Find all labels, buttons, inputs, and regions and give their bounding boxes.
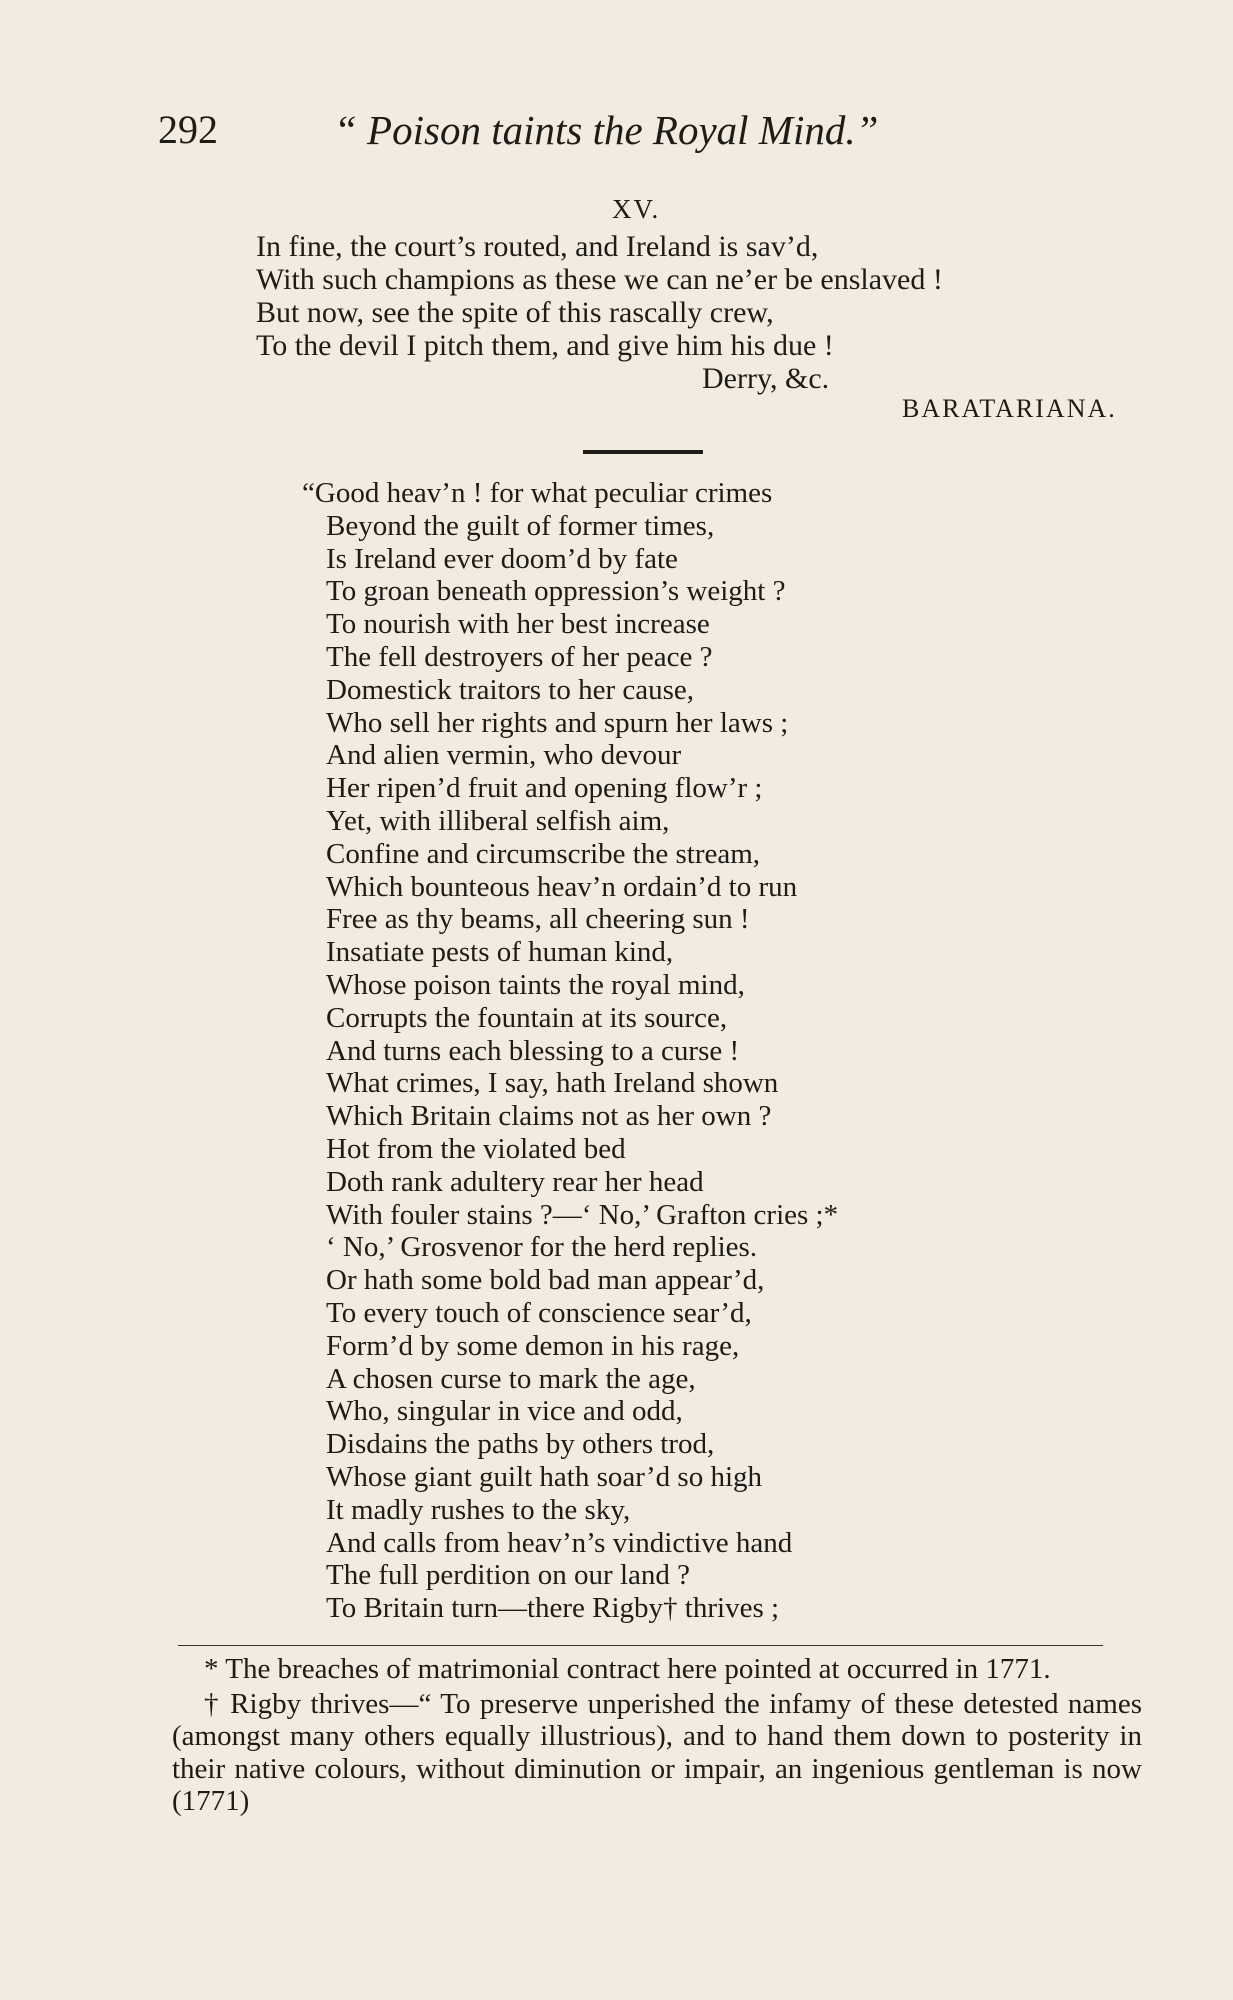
running-title: “ Poison taints the Royal Mind.”	[334, 107, 879, 153]
stanza-number: XV.	[612, 194, 661, 224]
poem-line: Hot from the violated bed	[326, 1132, 626, 1165]
footnotes	[172, 1653, 1142, 1818]
poem-line: Doth rank adultery rear her head	[326, 1165, 704, 1198]
poem-line: Which bounteous heav’n ordain’d to run	[326, 870, 798, 903]
poem-line: Insatiate pests of human kind,	[326, 936, 674, 969]
poem-line: ‘ No,’ Grosvenor for the herd replies.	[326, 1231, 758, 1264]
verse-line: With such champions as these we can ne’er be enslaved !	[256, 263, 943, 296]
poem-line: Whose poison taints the royal mind,	[326, 968, 745, 1001]
poem	[302, 477, 839, 1625]
poem-line: Yet, with illiberal selfish aim,	[326, 804, 670, 837]
poem-line: The full perdition on our land ?	[326, 1559, 691, 1592]
footnote-2	[172, 1688, 1142, 1818]
poem-line: And alien vermin, who devour	[326, 739, 682, 772]
page-number: 292	[158, 107, 218, 152]
refrain: Derry, &c.	[702, 362, 830, 395]
poem-line: Disdains the paths by others trod,	[326, 1428, 715, 1461]
poem-line: To every touch of conscience sear’d,	[326, 1296, 752, 1329]
poem-line: To nourish with her best increase	[326, 608, 710, 641]
footnote-1	[172, 1653, 1142, 1686]
poem-line: Whose giant guilt hath soar’d so high	[326, 1460, 763, 1493]
poem-line: A chosen curse to mark the age,	[326, 1362, 696, 1395]
stanza-xv	[256, 230, 943, 362]
page-header	[158, 106, 1058, 166]
verse-line: To the devil I pitch them, and give him his due !	[256, 329, 834, 362]
poem-line: Who sell her rights and spurn her laws ;	[326, 706, 789, 739]
poem-line: It madly rushes to the sky,	[326, 1493, 631, 1526]
poem-line: Her ripen’d fruit and opening flow’r ;	[326, 772, 763, 805]
poem-line: Free as thy beams, all cheering sun !	[326, 903, 750, 936]
poem-line: Beyond the guilt of former times,	[326, 509, 715, 542]
poem-line: Who, singular in vice and odd,	[326, 1395, 683, 1428]
poem-line: With fouler stains ?—‘ No,’ Grafton cries ;*	[326, 1198, 839, 1231]
footnote-text: * The breaches of matrimonial contract here pointed at occurred in 1771.	[204, 1653, 1051, 1685]
verse-line: But now, see the spite of this rascally crew,	[256, 296, 774, 329]
footnote-text: † Rigby thrives—“ To preserve unperished the infamy of these detested names (amongst many others equally illustrious), and to hand them down to posterity in their native colours, without diminution or impair, an ingenious gentleman is now (1771)	[172, 1687, 1142, 1817]
poem-line: Or hath some bold bad man appear’d,	[326, 1264, 765, 1297]
poem-line: Which Britain claims not as her own ?	[326, 1100, 772, 1133]
poem-line: Corrupts the fountain at its source,	[326, 1001, 728, 1034]
footnote-divider	[178, 1645, 1103, 1646]
poem-line: To groan beneath oppression’s weight ?	[326, 575, 786, 608]
verse-line: In fine, the court’s routed, and Ireland is sav’d,	[256, 230, 819, 263]
section-divider	[583, 450, 703, 454]
poem-line: And calls from heav’n’s vindictive hand	[326, 1526, 793, 1559]
attribution: BARATARIANA.	[902, 394, 1117, 423]
poem-line: To Britain turn—there Rigby† thrives ;	[326, 1592, 780, 1625]
poem-line: Confine and circumscribe the stream,	[326, 837, 761, 870]
poem-line: And turns each blessing to a curse !	[326, 1034, 740, 1067]
poem-line: Is Ireland ever doom’d by fate	[326, 542, 678, 575]
poem-line: “Good heav’n ! for what peculiar crimes	[302, 477, 773, 509]
poem-line: What crimes, I say, hath Ireland shown	[326, 1067, 779, 1100]
poem-line: The fell destroyers of her peace ?	[326, 640, 713, 673]
poem-line: Form’d by some demon in his rage,	[326, 1329, 740, 1362]
poem-line: Domestick traitors to her cause,	[326, 673, 695, 706]
